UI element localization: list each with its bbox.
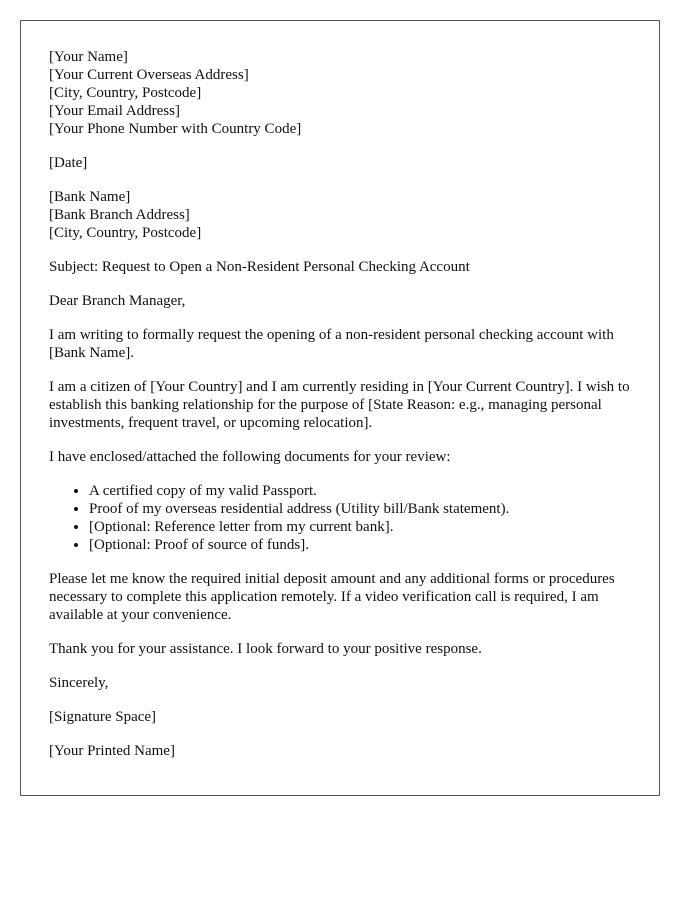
sender-city: [City, Country, Postcode] bbox=[49, 85, 202, 101]
sender-address: [Your Current Overseas Address] bbox=[49, 67, 249, 83]
paragraph-enclosures-intro: I have enclosed/attached the following documents for your review: bbox=[49, 449, 451, 465]
recipient-city: [City, Country, Postcode] bbox=[49, 225, 202, 241]
sender-email: [Your Email Address] bbox=[49, 103, 180, 119]
printed-name: [Your Printed Name] bbox=[49, 743, 175, 759]
list-item: • Proof of my overseas residential address (Utility bill/Bank statement). bbox=[89, 500, 631, 518]
letter bbox=[20, 20, 660, 796]
salutation: Dear Branch Manager, bbox=[49, 293, 186, 309]
signature-space: [Signature Space] bbox=[49, 709, 157, 725]
sender-phone: [Your Phone Number with Country Code] bbox=[49, 121, 302, 137]
closing: Sincerely, bbox=[49, 675, 109, 691]
paragraph-deposit-request: Please let me know the required initial deposit amount and any additional forms or procedures necessary to complete this application remotely. If a video verification call is required, I am available at your convenience. bbox=[49, 571, 615, 623]
sender-name: [Your Name] bbox=[49, 49, 128, 65]
list-item: • A certified copy of my valid Passport. bbox=[89, 482, 631, 500]
subject-line: Subject: Request to Open a Non-Resident Personal Checking Account bbox=[49, 259, 470, 275]
recipient-bank-name: [Bank Name] bbox=[49, 189, 131, 205]
letter-date: [Date] bbox=[49, 155, 88, 171]
recipient-branch-address: [Bank Branch Address] bbox=[49, 207, 190, 223]
paragraph-thanks: Thank you for your assistance. I look forward to your positive response. bbox=[49, 641, 482, 657]
paragraph-citizenship: I am a citizen of [Your Country] and I am currently residing in [Your Current Country]. I wish to establish this banking relationship for the purpose of [State Reason: e.g., managing personal investments, frequent travel, or upcoming relocation]. bbox=[49, 379, 630, 431]
list-item: • [Optional: Proof of source of funds]. bbox=[89, 536, 631, 554]
sender-block bbox=[49, 48, 631, 138]
enclosures-list bbox=[49, 482, 631, 554]
paragraph-intro: I am writing to formally request the opening of a non-resident personal checking account with [Bank Name]. bbox=[49, 327, 614, 361]
recipient-block bbox=[49, 188, 631, 242]
list-item: • [Optional: Reference letter from my current bank]. bbox=[89, 518, 631, 536]
